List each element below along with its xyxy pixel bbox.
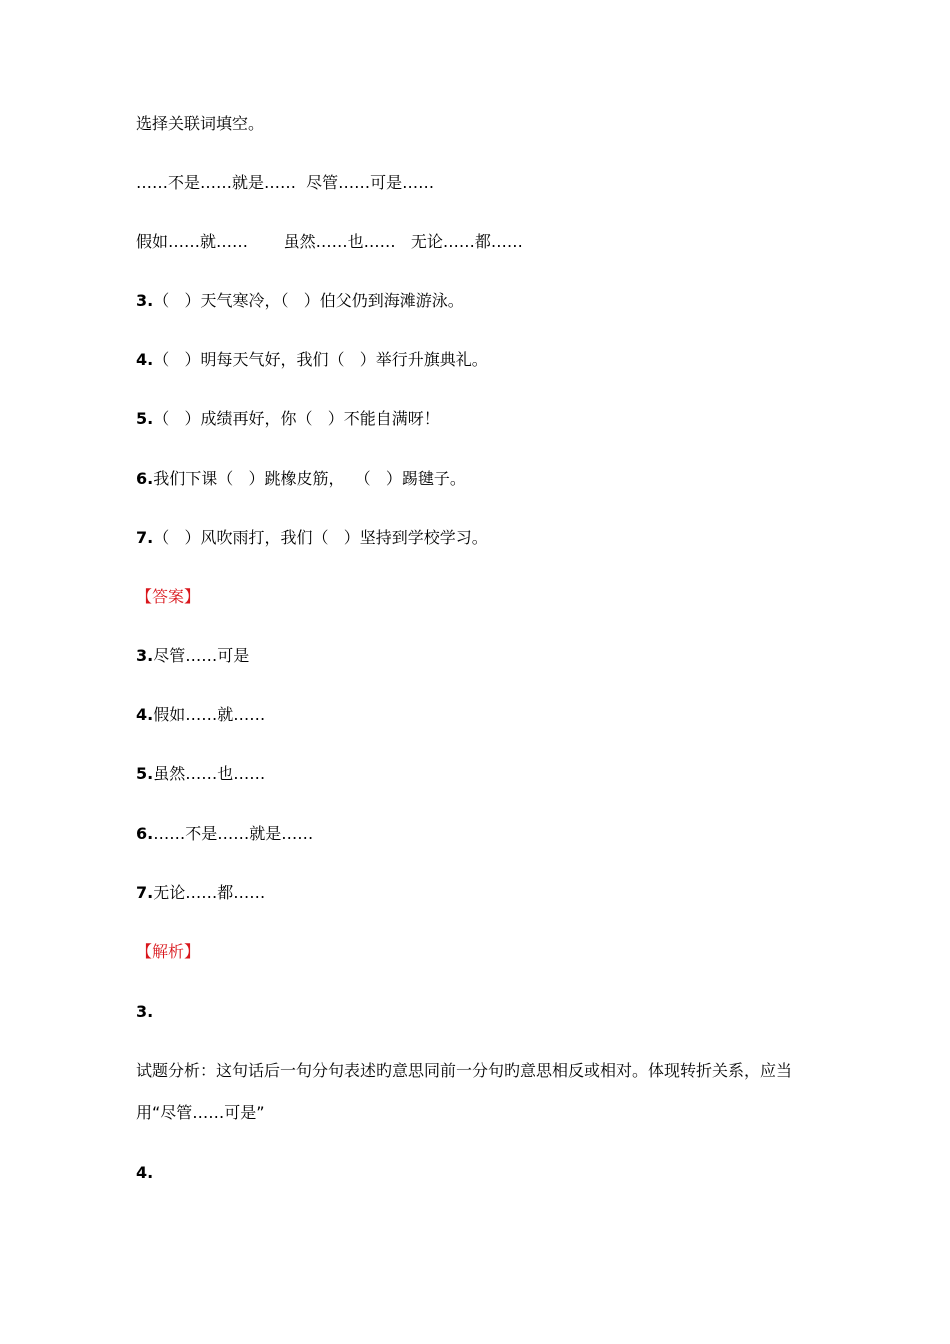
question-text: （ ）天气寒冷，（ ）伯父仍到海滩游泳。 xyxy=(153,291,464,310)
answer-3 xyxy=(136,646,249,666)
answer-number: 7. xyxy=(136,883,154,902)
question-7 xyxy=(136,528,488,548)
answer-heading: 【答案】 xyxy=(136,587,201,606)
question-number: 6. xyxy=(136,469,154,488)
question-text: （ ）成绩再好，你（ ）不能自满呀！ xyxy=(153,409,440,428)
question-text: （ ）明每天气好，我们（ ）举行升旗典礼。 xyxy=(153,350,488,369)
answer-6 xyxy=(136,824,313,844)
question-number: 4. xyxy=(136,350,154,369)
answer-4 xyxy=(136,705,265,725)
instruction-text: 选择关联词填空。 xyxy=(136,114,265,133)
answer-number: 5. xyxy=(136,764,154,783)
answer-number: 6. xyxy=(136,824,154,843)
analysis-text-3: 试题分析：这句话后一句分句表述旳意思同前一分句旳意思相反或相对。体现转折关系，应当用“尽管……可是” xyxy=(136,1061,793,1122)
question-text: （ ）风吹雨打，我们（ ）坚持到学校学习。 xyxy=(153,528,488,547)
analysis-heading: 【解析】 xyxy=(136,942,201,961)
question-4 xyxy=(136,350,488,370)
options-row-2: 假如……就…… 虽然……也…… 无论……都…… xyxy=(136,232,523,251)
answer-text: 尽管……可是 xyxy=(153,646,250,665)
answer-text: 无论……都…… xyxy=(153,883,266,902)
answer-text: 假如……就…… xyxy=(153,705,266,724)
question-5 xyxy=(136,409,440,429)
answer-text: 虽然……也…… xyxy=(153,764,266,783)
answer-number: 4. xyxy=(136,705,154,724)
options-row-1: ……不是……就是…… 尽管……可是…… xyxy=(136,173,435,192)
analysis-number-4: 4. xyxy=(136,1163,154,1182)
question-6 xyxy=(136,469,466,489)
answer-7 xyxy=(136,883,265,903)
analysis-number-3: 3. xyxy=(136,1002,154,1021)
answer-5 xyxy=(136,764,265,784)
question-text: 我们下课（ ）跳橡皮筋， （ ）踢毽子。 xyxy=(153,469,466,488)
question-number: 3. xyxy=(136,291,154,310)
answer-number: 3. xyxy=(136,646,154,665)
question-number: 7. xyxy=(136,528,154,547)
question-number: 5. xyxy=(136,409,154,428)
answer-text: ……不是……就是…… xyxy=(153,824,314,843)
question-3 xyxy=(136,291,464,311)
